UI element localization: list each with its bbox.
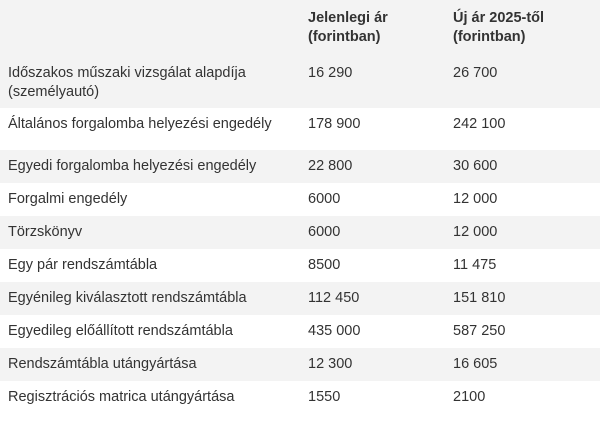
new-price: 12 000	[453, 224, 498, 240]
item-name: Általános forgalomba helyezési engedély	[8, 116, 272, 132]
new-price: 30 600	[453, 158, 498, 174]
header-item	[0, 0, 300, 48]
table-row	[0, 315, 600, 348]
table-row	[0, 150, 600, 183]
new-price: 16 605	[453, 356, 498, 372]
table-row	[0, 216, 600, 249]
current-price: 112 450	[308, 290, 360, 306]
item-name: Egyedi forgalomba helyezési engedély	[8, 158, 257, 174]
current-price: 178 900	[308, 116, 361, 132]
item-name: Forgalmi engedély	[8, 191, 128, 207]
new-price: 242 100	[453, 116, 506, 132]
current-price: 435 000	[308, 323, 361, 339]
current-price: 16 290	[308, 65, 353, 81]
current-price: 22 800	[308, 158, 353, 174]
item-name: Törzskönyv	[8, 224, 83, 240]
table-row	[0, 108, 600, 150]
current-price: 6000	[308, 224, 341, 240]
header-row	[0, 0, 600, 48]
new-price: 11 475	[453, 257, 497, 273]
table-row	[0, 183, 600, 216]
table-row	[0, 48, 600, 108]
table-row	[0, 348, 600, 381]
current-price: 6000	[308, 191, 341, 207]
item-name: Regisztrációs matrica utángyártása	[8, 389, 235, 405]
item-name: Egy pár rendszámtábla	[8, 257, 158, 273]
item-name: Egyedileg előállított rendszámtábla	[8, 323, 233, 339]
item-name: Időszakos műszaki vizsgálat alapdíja (személyautó)	[8, 65, 246, 100]
new-price: 12 000	[453, 191, 498, 207]
current-price: 8500	[308, 257, 341, 273]
new-price: 2100	[453, 389, 486, 405]
new-price: 26 700	[453, 65, 498, 81]
new-price: 151 810	[453, 290, 506, 306]
item-name: Egyénileg kiválasztott rendszámtábla	[8, 290, 247, 306]
header-new-price: Új ár 2025-től (forintban)	[453, 10, 545, 45]
item-name: Rendszámtábla utángyártása	[8, 356, 197, 372]
header-current-price: Jelenlegi ár (forintban)	[308, 10, 388, 45]
table-row	[0, 381, 600, 414]
table-row	[0, 282, 600, 315]
current-price: 1550	[308, 389, 341, 405]
current-price: 12 300	[308, 356, 353, 372]
new-price: 587 250	[453, 323, 506, 339]
table-row	[0, 249, 600, 282]
